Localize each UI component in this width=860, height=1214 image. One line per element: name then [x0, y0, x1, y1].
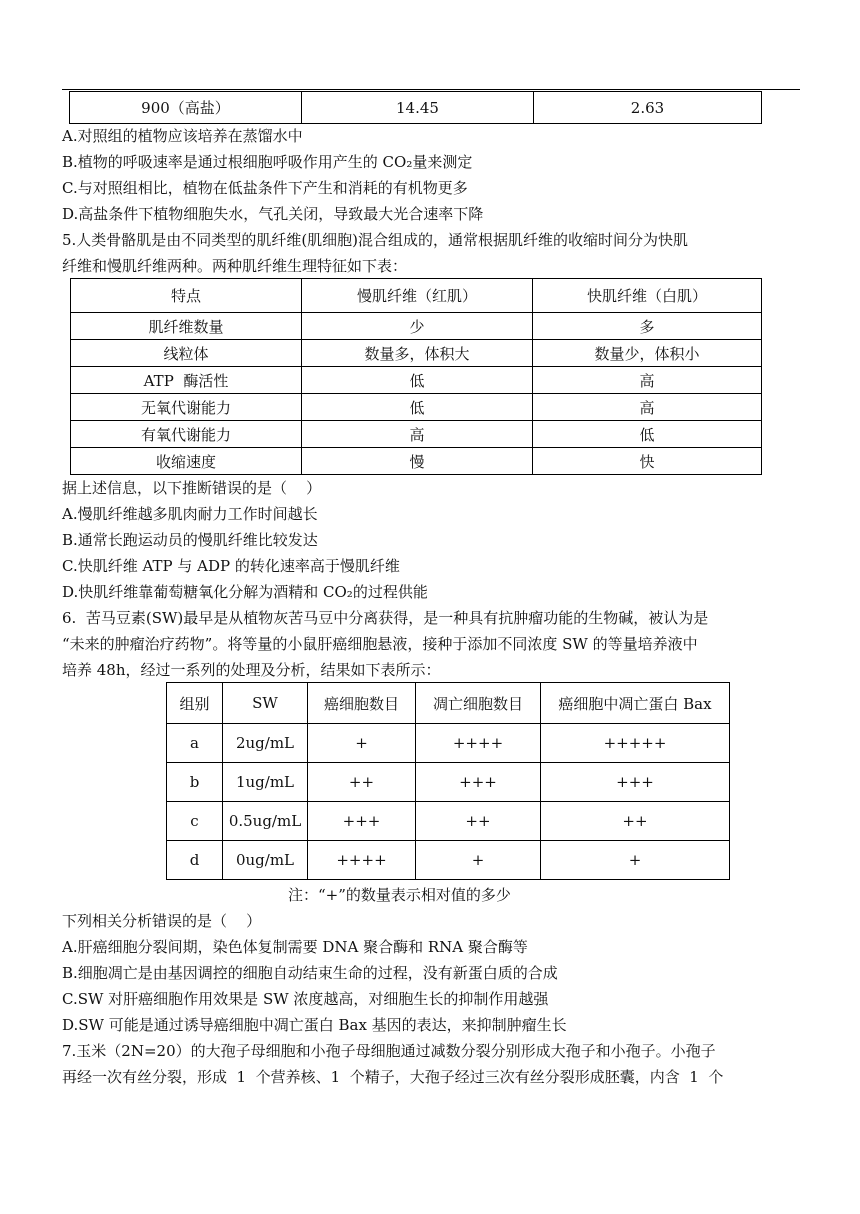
table-row: [71, 313, 762, 340]
table-row: [71, 421, 762, 448]
table-cell: ++: [308, 763, 416, 802]
q6-option-c: C.SW 对肝癌细胞作用效果是 SW 浓度越高，对细胞生长的抑制作用越强: [62, 990, 549, 1008]
table-cell: 快: [533, 448, 762, 475]
table-cell: ++: [541, 802, 730, 841]
q6-stem-line-3: 培养 48h，经过一系列的处理及分析，结果如下表所示：: [62, 661, 441, 679]
q7-stem-line-1: 7.玉米（2N=20）的大孢子母细胞和小孢子母细胞通过减数分裂分别形成大孢子和小孢子。小孢子: [62, 1042, 716, 1060]
table-header-row: [167, 683, 730, 724]
q4-option-d: D.高盐条件下植物细胞失水，气孔关闭，导致最大光合速率下降: [62, 205, 484, 223]
table-cell: ATP 酶活性: [71, 367, 302, 394]
table-cell: +++: [541, 763, 730, 802]
table-cell: 2.63: [534, 92, 762, 124]
table-cell: 数量多，体积大: [302, 340, 533, 367]
table-cell: ++++: [416, 724, 541, 763]
q6-option-a: A.肝癌细胞分裂间期，染色体复制需要 DNA 聚合酶和 RNA 聚合酶等: [62, 938, 528, 956]
table-cell: 慢: [302, 448, 533, 475]
table-cell: +++: [308, 802, 416, 841]
table-row: [167, 763, 730, 802]
table-cell: 低: [533, 421, 762, 448]
table-cell: 肌纤维数量: [71, 313, 302, 340]
q5-option-a: A.慢肌纤维越多肌肉耐力工作时间越长: [62, 505, 318, 523]
table-header-cell: 快肌纤维（白肌）: [533, 279, 762, 313]
table-cell: 14.45: [302, 92, 534, 124]
q5-option-d: D.快肌纤维靠葡萄糖氧化分解为酒精和 CO₂的过程供能: [62, 583, 428, 601]
table-cell: 数量少，体积小: [533, 340, 762, 367]
q6-stem-line-2: “未来的肿瘤治疗药物”。将等量的小鼠肝癌细胞悬液，接种于添加不同浓度 SW 的等量培养液中: [62, 635, 698, 653]
table-cell: 900（高盐）: [70, 92, 302, 124]
table-row: [71, 340, 762, 367]
q4-option-b: B.植物的呼吸速率是通过根细胞呼吸作用产生的 CO₂量来测定: [62, 153, 473, 171]
sw-results-table: [166, 682, 730, 880]
table-cell: a: [167, 724, 223, 763]
table-row: [71, 367, 762, 394]
table-cell: +++++: [541, 724, 730, 763]
table-header-cell: SW: [223, 683, 308, 724]
q4-option-a: A.对照组的植物应该培养在蒸馏水中: [62, 127, 303, 145]
table-header-row: [71, 279, 762, 313]
table-header-cell: 癌细胞中凋亡蛋白 Bax: [541, 683, 730, 724]
table-cell: 0ug/mL: [223, 841, 308, 880]
table-cell: ++: [416, 802, 541, 841]
q6-option-b: B.细胞凋亡是由基因调控的细胞自动结束生命的过程，没有新蛋白质的合成: [62, 964, 558, 982]
table-cell: 多: [533, 313, 762, 340]
muscle-fiber-table: [70, 278, 762, 475]
table-row: [71, 448, 762, 475]
table-cell: b: [167, 763, 223, 802]
table-row: [167, 724, 730, 763]
q5-option-b: B.通常长跑运动员的慢肌纤维比较发达: [62, 531, 318, 549]
q5-stem-line-2: 纤维和慢肌纤维两种。两种肌纤维生理特征如下表：: [62, 257, 408, 275]
table-cell: 0.5ug/mL: [223, 802, 308, 841]
q6-option-d: D.SW 可能是通过诱导癌细胞中凋亡蛋白 Bax 基因的表达，来抑制肿瘤生长: [62, 1016, 567, 1034]
table-cell: ++++: [308, 841, 416, 880]
table-cell: 1ug/mL: [223, 763, 308, 802]
header-rule: [62, 89, 800, 90]
table-cell: 无氧代谢能力: [71, 394, 302, 421]
table-row: [167, 841, 730, 880]
table-note: 注：“+”的数量表示相对值的多少: [288, 886, 511, 904]
table-cell: +: [541, 841, 730, 880]
table-cell: 低: [302, 394, 533, 421]
table-header-cell: 癌细胞数目: [308, 683, 416, 724]
table-cell: 线粒体: [71, 340, 302, 367]
table-cell: 收缩速度: [71, 448, 302, 475]
table-cell: +: [308, 724, 416, 763]
table-cell: 高: [533, 394, 762, 421]
table-header-cell: 组别: [167, 683, 223, 724]
q5-option-c: C.快肌纤维 ATP 与 ADP 的转化速率高于慢肌纤维: [62, 557, 400, 575]
table-cell: 少: [302, 313, 533, 340]
table-header-cell: 特点: [71, 279, 302, 313]
q6-stem-line-1: 6. 苦马豆素(SW)最早是从植物灰苦马豆中分离获得，是一种具有抗肿瘤功能的生物碱，被认为是: [62, 609, 709, 627]
q5-question: 据上述信息，以下推断错误的是（ ）: [62, 479, 322, 497]
table-row: [167, 802, 730, 841]
table-row: [71, 394, 762, 421]
q4-option-c: C.与对照组相比，植物在低盐条件下产生和消耗的有机物更多: [62, 179, 468, 197]
q7-stem-line-2: 再经一次有丝分裂，形成 1 个营养核、1 个精子，大孢子经过三次有丝分裂形成胚囊，内含 1 个: [62, 1068, 724, 1086]
table-cell: 低: [302, 367, 533, 394]
q6-question: 下列相关分析错误的是（ ）: [62, 912, 262, 930]
salt-table-fragment: [69, 91, 762, 124]
table-cell: d: [167, 841, 223, 880]
table-cell: c: [167, 802, 223, 841]
table-cell: 2ug/mL: [223, 724, 308, 763]
table-row: [70, 92, 762, 124]
table-header-cell: 慢肌纤维（红肌）: [302, 279, 533, 313]
table-cell: +++: [416, 763, 541, 802]
table-header-cell: 凋亡细胞数目: [416, 683, 541, 724]
q5-stem-line-1: 5.人类骨骼肌是由不同类型的肌纤维(肌细胞)混合组成的，通常根据肌纤维的收缩时间分为快肌: [62, 231, 689, 249]
table-cell: +: [416, 841, 541, 880]
table-cell: 高: [302, 421, 533, 448]
table-cell: 高: [533, 367, 762, 394]
table-cell: 有氧代谢能力: [71, 421, 302, 448]
